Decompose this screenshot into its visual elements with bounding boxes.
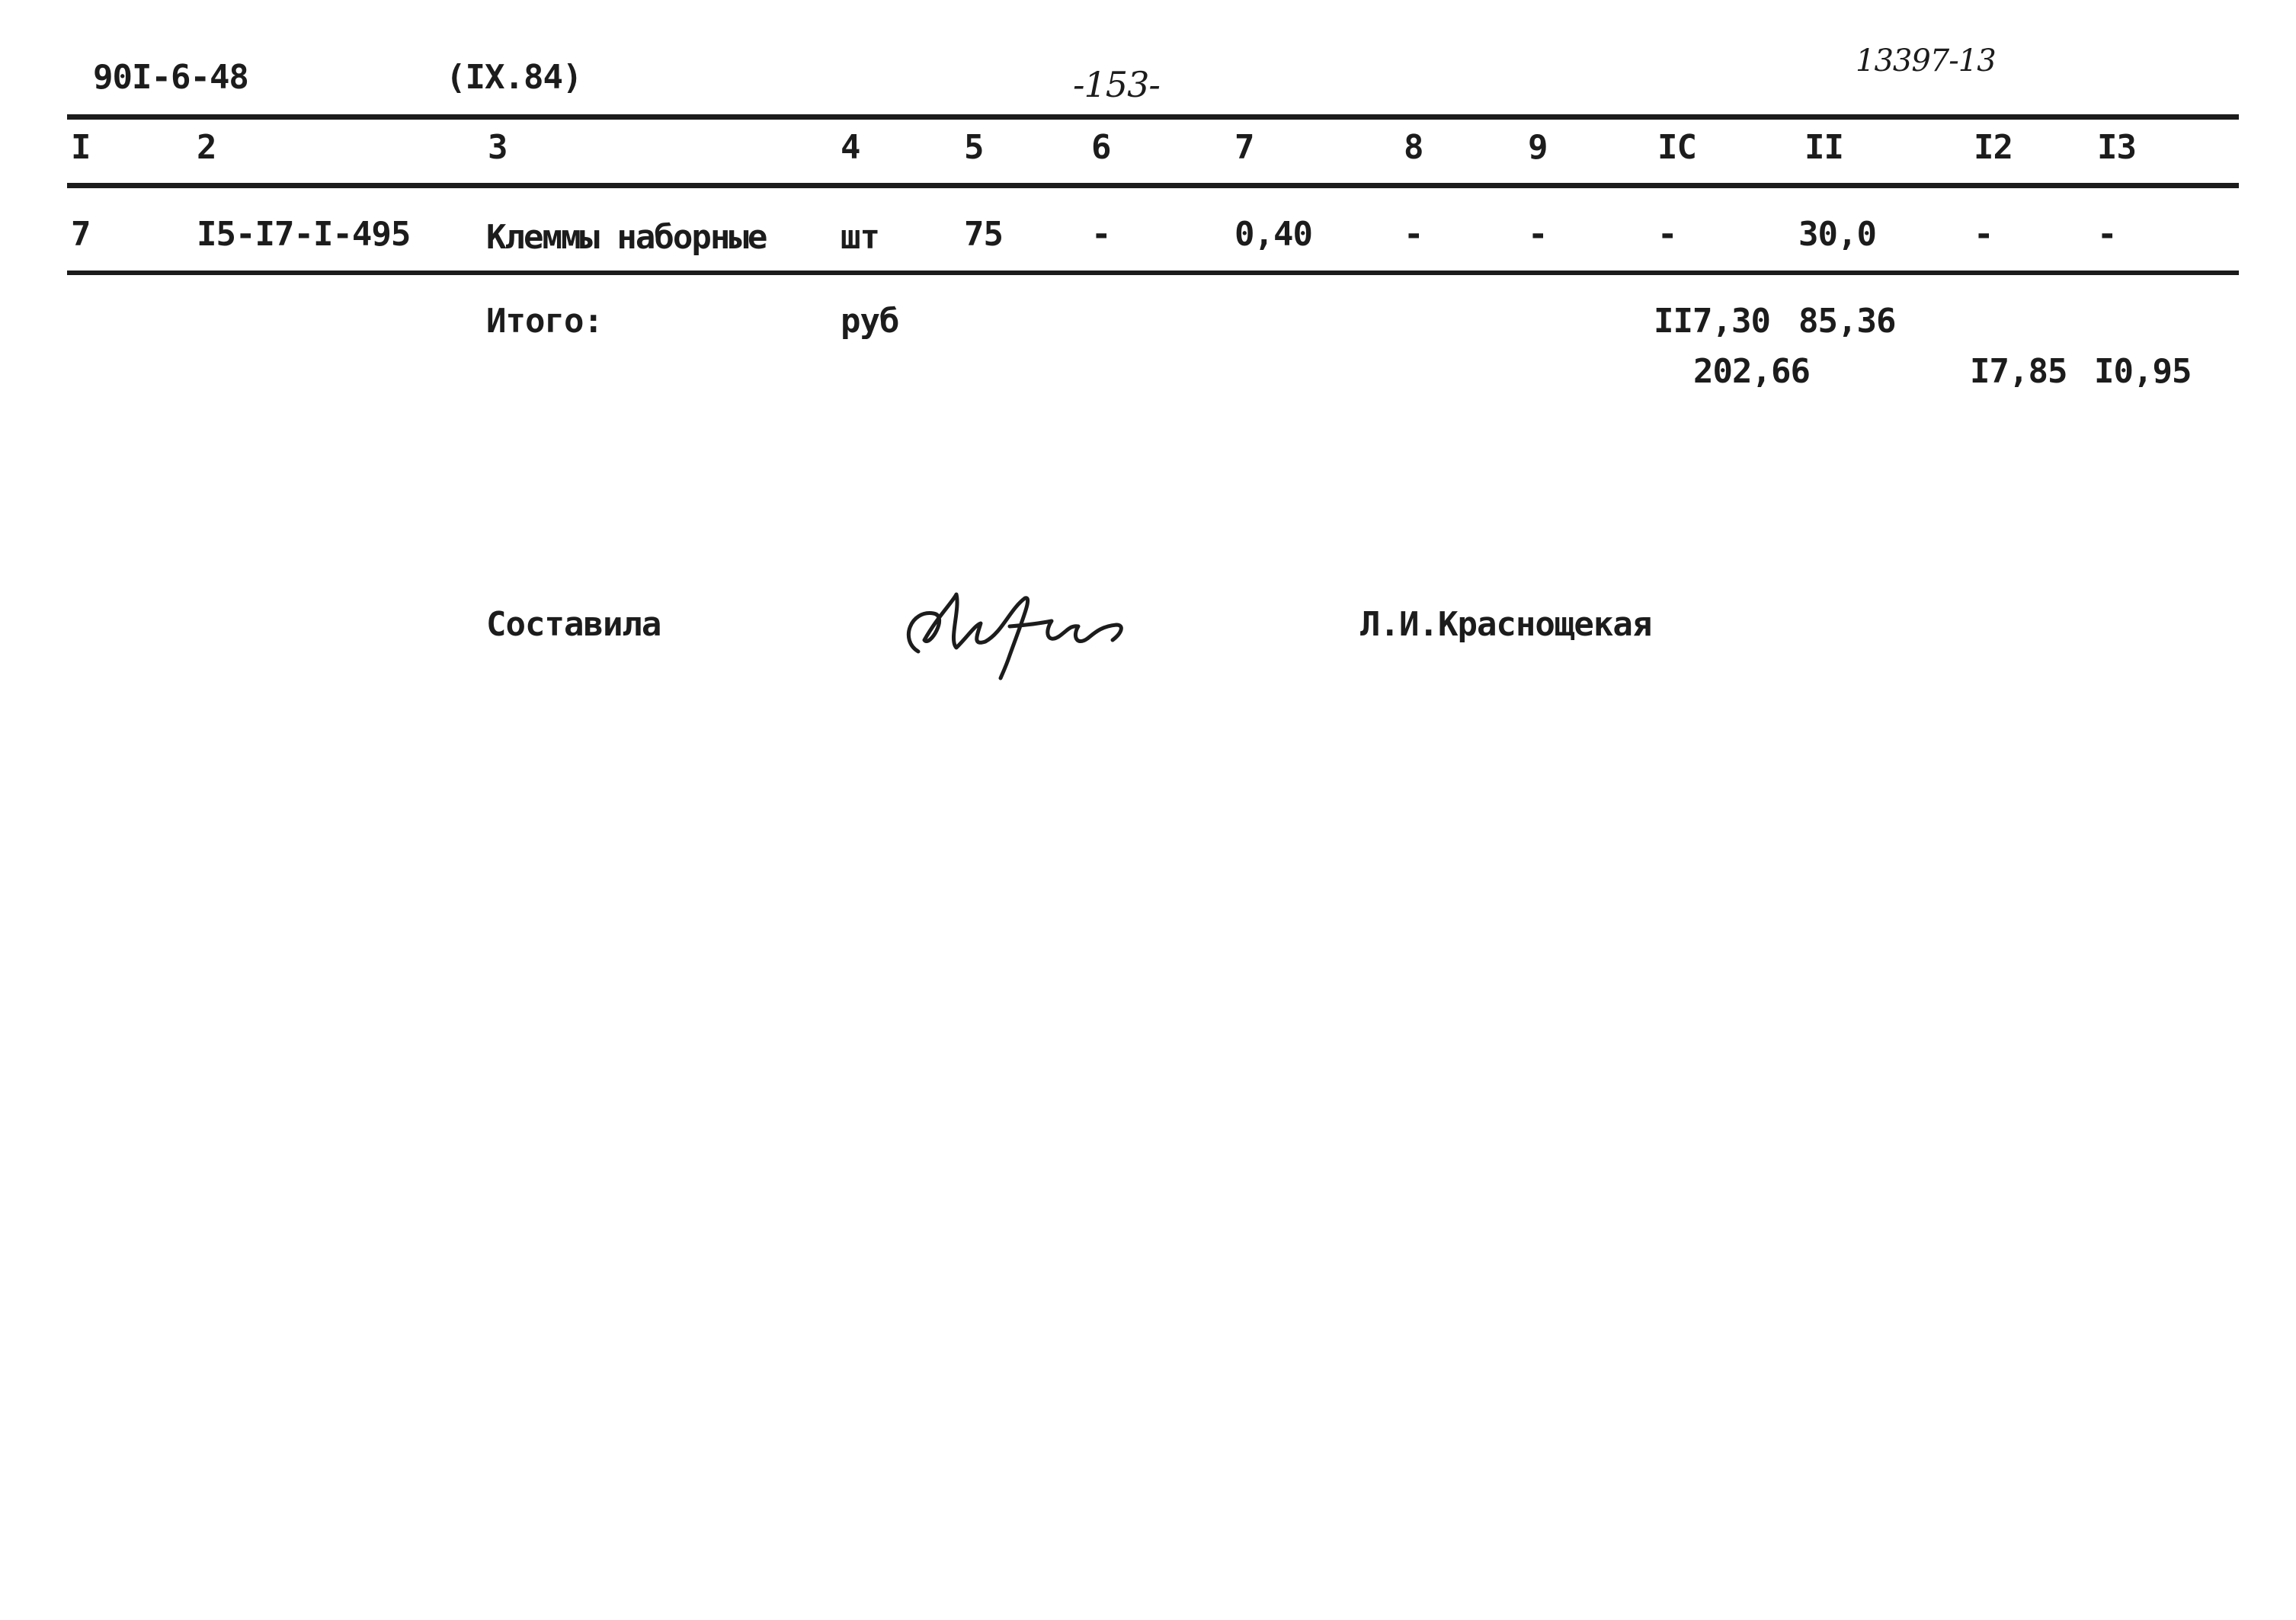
total-col13: I0,95 — [2094, 352, 2192, 391]
column-header-3: 3 — [488, 128, 508, 167]
row-cell-7: 0,40 — [1234, 215, 1312, 254]
signature-icon — [895, 579, 1154, 686]
row-cell-12: - — [1974, 215, 1993, 254]
row-cell-2: I5-I7-I-495 — [197, 215, 411, 254]
total-col12: I7,85 — [1970, 352, 2067, 391]
row-cell-11: 30,0 — [1798, 215, 1876, 254]
compiler-name: Л.И.Краснощекая — [1360, 605, 1652, 644]
doc-code: 90I-6-48 — [93, 58, 248, 97]
total-col11: 85,36 — [1798, 302, 1896, 341]
column-header-11: II — [1804, 128, 1843, 167]
row-cell-9: - — [1528, 215, 1548, 254]
column-header-7: 7 — [1234, 128, 1254, 167]
total-unit: руб — [841, 302, 899, 341]
row-cell-13: - — [2097, 215, 2117, 254]
row-cell-3: Клеммы наборные — [486, 218, 767, 257]
row-cell-5: 75 — [964, 215, 1003, 254]
total-col10: II7,30 — [1654, 302, 1770, 341]
row-cell-10: - — [1657, 215, 1677, 254]
column-header-4: 4 — [841, 128, 860, 167]
column-header-2: 2 — [197, 128, 216, 167]
compiled-label: Составила — [486, 605, 661, 644]
column-header-8: 8 — [1404, 128, 1423, 167]
total-label: Итого: — [486, 302, 603, 341]
row-cell-6: - — [1091, 215, 1111, 254]
page-number: -153- — [1073, 64, 1160, 105]
column-header-13: I3 — [2097, 128, 2136, 167]
column-header-6: 6 — [1091, 128, 1111, 167]
column-header-5: 5 — [964, 128, 984, 167]
column-header-1: I — [71, 128, 91, 167]
total-combined: 202,66 — [1693, 352, 1810, 391]
inventory-number: 13397-13 — [1856, 43, 1996, 78]
row-cell-8: - — [1404, 215, 1423, 254]
row-rule — [67, 271, 2239, 275]
header-rule-bottom — [67, 183, 2239, 188]
row-cell-1: 7 — [71, 215, 91, 254]
header-rule-top — [67, 114, 2239, 120]
doc-date: (IX.84) — [446, 58, 582, 97]
column-header-12: I2 — [1974, 128, 2013, 167]
column-header-9: 9 — [1528, 128, 1548, 167]
column-header-10: IC — [1657, 128, 1696, 167]
row-cell-4: шт — [841, 218, 879, 257]
